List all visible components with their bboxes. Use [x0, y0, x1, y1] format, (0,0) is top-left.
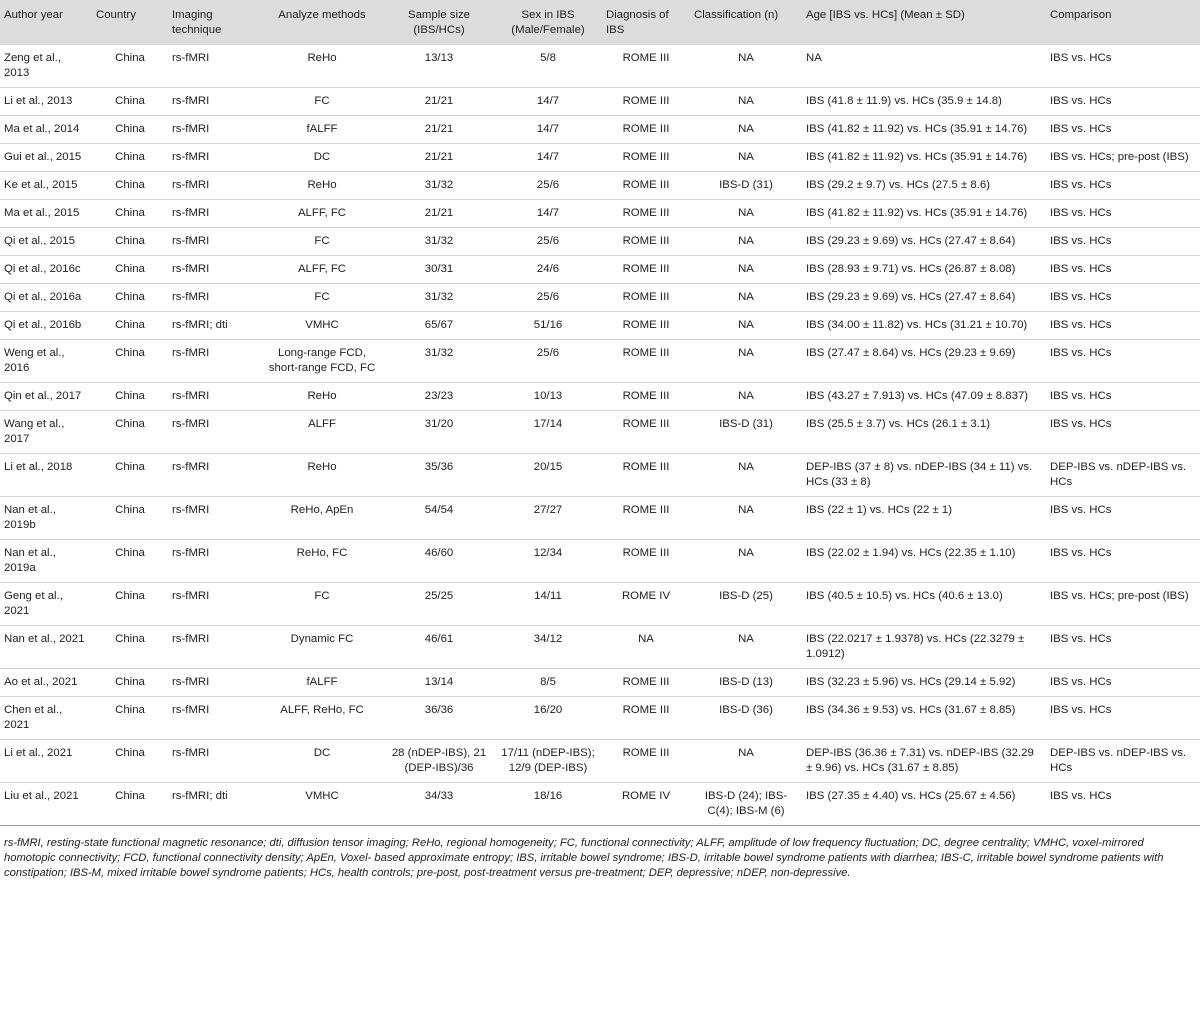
cell-author-year: Weng et al., 2016 [0, 340, 92, 383]
cell-diagnosis: ROME III [602, 697, 690, 740]
cell-imaging-technique: rs-fMRI [168, 256, 260, 284]
cell-classification: NA [690, 312, 802, 340]
cell-diagnosis: ROME III [602, 116, 690, 144]
cell-sample-size: 21/21 [384, 116, 494, 144]
cell-analyze-methods: fALFF [260, 669, 384, 697]
cell-classification: NA [690, 284, 802, 312]
cell-age: IBS (32.23 ± 5.96) vs. HCs (29.14 ± 5.92) [802, 669, 1046, 697]
cell-imaging-technique: rs-fMRI [168, 626, 260, 669]
cell-diagnosis: ROME III [602, 340, 690, 383]
cell-classification: IBS-D (36) [690, 697, 802, 740]
cell-sex: 10/13 [494, 383, 602, 411]
table-row [0, 228, 1200, 256]
table-row [0, 340, 1200, 383]
cell-classification: IBS-D (31) [690, 172, 802, 200]
cell-country: China [92, 256, 168, 284]
table-row [0, 411, 1200, 454]
cell-classification: NA [690, 540, 802, 583]
cell-comparison: IBS vs. HCs [1046, 340, 1200, 383]
cell-comparison: IBS vs. HCs [1046, 669, 1200, 697]
cell-sample-size: 65/67 [384, 312, 494, 340]
cell-sample-size: 21/21 [384, 144, 494, 172]
cell-sample-size: 13/14 [384, 669, 494, 697]
cell-comparison: IBS vs. HCs [1046, 312, 1200, 340]
cell-analyze-methods: FC [260, 228, 384, 256]
cell-sex: 14/11 [494, 583, 602, 626]
cell-age: IBS (41.82 ± 11.92) vs. HCs (35.91 ± 14.76) [802, 144, 1046, 172]
cell-imaging-technique: rs-fMRI [168, 383, 260, 411]
cell-analyze-methods: fALFF [260, 116, 384, 144]
cell-imaging-technique: rs-fMRI [168, 697, 260, 740]
cell-analyze-methods: ALFF, ReHo, FC [260, 697, 384, 740]
table-row [0, 783, 1200, 826]
cell-sex: 18/16 [494, 783, 602, 826]
cell-analyze-methods: FC [260, 88, 384, 116]
cell-age: IBS (43.27 ± 7.913) vs. HCs (47.09 ± 8.837) [802, 383, 1046, 411]
cell-analyze-methods: ReHo [260, 383, 384, 411]
cell-analyze-methods: ALFF, FC [260, 256, 384, 284]
cell-author-year: Zeng et al., 2013 [4, 52, 61, 79]
cell-sample-size: 25/25 [384, 583, 494, 626]
cell-author-year: Qin et al., 2017 [0, 383, 92, 411]
table-row [0, 45, 1200, 88]
table-header [0, 0, 1200, 45]
column-header-imaging-technique: Imaging technique [168, 0, 260, 45]
cell-diagnosis: ROME III [602, 454, 690, 497]
cell-sample-size: 46/60 [384, 540, 494, 583]
cell-sample-size: 46/61 [384, 626, 494, 669]
cell-country: China [92, 540, 168, 583]
cell-analyze-methods: VMHC [260, 312, 384, 340]
cell-comparison: IBS vs. HCs [1046, 228, 1200, 256]
cell-imaging-technique: rs-fMRI; dti [168, 783, 260, 826]
cell-author-year: Chen et al., 2021 [0, 697, 92, 740]
cell-country: China [92, 284, 168, 312]
cell-author-year: Gui et al., 2015 [0, 144, 92, 172]
cell-age: IBS (29.23 ± 9.69) vs. HCs (27.47 ± 8.64) [802, 228, 1046, 256]
cell-classification: IBS-D (25) [690, 583, 802, 626]
cell-country: China [92, 583, 168, 626]
cell-country: China [92, 200, 168, 228]
cell-analyze-methods: DC [260, 144, 384, 172]
cell-sex: 14/7 [494, 88, 602, 116]
table-row [0, 88, 1200, 116]
cell-analyze-methods: FC [260, 284, 384, 312]
cell-sex: 17/11 (nDEP-IBS); 12/9 (DEP-IBS) [494, 740, 602, 783]
cell-age: NA [806, 52, 822, 64]
cell-imaging-technique: rs-fMRI [168, 144, 260, 172]
cell-sample-size: 54/54 [384, 497, 494, 540]
cell-country: China [92, 697, 168, 740]
column-header-age: Age [IBS vs. HCs] (Mean ± SD) [802, 0, 1046, 45]
cell-comparison: IBS vs. HCs [1046, 540, 1200, 583]
cell-sex: 27/27 [494, 497, 602, 540]
cell-country: China [92, 411, 168, 454]
cell-comparison: IBS vs. HCs [1046, 88, 1200, 116]
cell-diagnosis: ROME III [602, 383, 690, 411]
cell-comparison: IBS vs. HCs [1046, 116, 1200, 144]
cell-country: China [92, 172, 168, 200]
cell-age: IBS (41.82 ± 11.92) vs. HCs (35.91 ± 14.76) [802, 116, 1046, 144]
cell-sample-size: 35/36 [384, 454, 494, 497]
cell-sample-size: 13/13 [424, 52, 454, 64]
cell-classification: NA [690, 200, 802, 228]
cell-author-year: Qi et al., 2016b [0, 312, 92, 340]
cell-country: China [92, 312, 168, 340]
table-row [0, 284, 1200, 312]
cell-analyze-methods: ReHo [307, 52, 337, 64]
cell-age: IBS (22 ± 1) vs. HCs (22 ± 1) [802, 497, 1046, 540]
cell-comparison: IBS vs. HCs [1046, 497, 1200, 540]
cell-comparison: IBS vs. HCs [1046, 256, 1200, 284]
table-row [0, 200, 1200, 228]
column-header-comparison: Comparison [1046, 0, 1200, 45]
cell-age: IBS (22.0217 ± 1.9378) vs. HCs (22.3279 ± 1.0912) [802, 626, 1046, 669]
cell-sex: 8/5 [494, 669, 602, 697]
cell-age: IBS (34.36 ± 9.53) vs. HCs (31.67 ± 8.85) [802, 697, 1046, 740]
cell-age: IBS (22.02 ± 1.94) vs. HCs (22.35 ± 1.10) [802, 540, 1046, 583]
cell-comparison: IBS vs. HCs [1046, 783, 1200, 826]
table-row [0, 454, 1200, 497]
column-header-classification: Classification (n) [690, 0, 802, 45]
cell-sex: 25/6 [494, 228, 602, 256]
column-header-author-year: Author year [0, 0, 92, 45]
cell-country: China [92, 497, 168, 540]
cell-sex: 17/14 [494, 411, 602, 454]
cell-diagnosis: ROME III [602, 172, 690, 200]
cell-country: China [92, 116, 168, 144]
cell-sample-size: 31/32 [384, 284, 494, 312]
cell-imaging-technique: rs-fMRI [168, 411, 260, 454]
cell-imaging-technique: rs-fMRI [168, 88, 260, 116]
cell-sample-size: 31/20 [384, 411, 494, 454]
cell-author-year: Wang et al., 2017 [0, 411, 92, 454]
cell-sample-size: 30/31 [384, 256, 494, 284]
cell-sex: 5/8 [540, 52, 556, 64]
cell-author-year: Li et al., 2018 [0, 454, 92, 497]
cell-classification: NA [690, 497, 802, 540]
cell-sex: 16/20 [494, 697, 602, 740]
table-row [0, 540, 1200, 583]
table-row [0, 697, 1200, 740]
cell-analyze-methods: ALFF [260, 411, 384, 454]
cell-classification: NA [690, 626, 802, 669]
cell-author-year: Li et al., 2013 [0, 88, 92, 116]
cell-country: China [92, 228, 168, 256]
cell-imaging-technique: rs-fMRI [168, 340, 260, 383]
cell-comparison: IBS vs. HCs [1046, 697, 1200, 740]
column-header-country: Country [92, 0, 168, 45]
cell-classification: NA [690, 383, 802, 411]
cell-author-year: Ke et al., 2015 [0, 172, 92, 200]
cell-comparison: IBS vs. HCs [1046, 284, 1200, 312]
cell-classification: NA [690, 740, 802, 783]
cell-country: China [92, 383, 168, 411]
cell-imaging-technique: rs-fMRI [168, 116, 260, 144]
cell-diagnosis: ROME III [602, 669, 690, 697]
cell-author-year: Ma et al., 2014 [0, 116, 92, 144]
cell-sex: 24/6 [494, 256, 602, 284]
cell-age: IBS (34.00 ± 11.82) vs. HCs (31.21 ± 10.70) [802, 312, 1046, 340]
cell-imaging-technique: rs-fMRI; dti [168, 312, 260, 340]
cell-author-year: Nan et al., 2019b [0, 497, 92, 540]
table-body [0, 45, 1200, 826]
table-row [0, 497, 1200, 540]
cell-diagnosis: ROME III [622, 52, 670, 64]
cell-imaging-technique: rs-fMRI [172, 52, 210, 64]
cell-author-year: Geng et al., 2021 [0, 583, 92, 626]
cell-sample-size: 28 (nDEP-IBS), 21 (DEP-IBS)/36 [384, 740, 494, 783]
cell-comparison: IBS vs. HCs; pre-post (IBS) [1046, 144, 1200, 172]
cell-diagnosis: ROME III [602, 497, 690, 540]
cell-age: IBS (29.23 ± 9.69) vs. HCs (27.47 ± 8.64) [802, 284, 1046, 312]
cell-sample-size: 31/32 [384, 340, 494, 383]
cell-analyze-methods: Long-range FCD, short-range FCD, FC [260, 340, 384, 383]
cell-comparison: IBS vs. HCs; pre-post (IBS) [1046, 583, 1200, 626]
cell-imaging-technique: rs-fMRI [168, 454, 260, 497]
cell-sex: 14/7 [494, 116, 602, 144]
cell-comparison: IBS vs. HCs [1046, 626, 1200, 669]
cell-sex: 25/6 [494, 340, 602, 383]
header-row [0, 0, 1200, 45]
cell-imaging-technique: rs-fMRI [168, 497, 260, 540]
cell-analyze-methods: ReHo [260, 172, 384, 200]
table-footnote: rs-fMRI, resting-state functional magnetic resonance; dti, diffusion tensor imaging; ReHo, regional homogeneity; FC, functional connectivity; ALFF, amplitude of low frequency fluctuation; DC, degree centrality; VMHC, voxel-mirrored homotopic connectivity; FCD, functional connectivity density; ApEn, Voxel- based approximate entropy; IBS, irritable bowel syndrome; IBS-D, irritable bowel syndrome patients with diarrhea; IBS-C, irritable bowel syndrome patients with constipation; IBS-M, mixed irritable bowel syndrome patients; HCs, health controls; pre-post, post-treatment versus pre-treatment; DEP, depressive; nDEP, non-depressive. [4, 837, 1164, 879]
cell-imaging-technique: rs-fMRI [168, 583, 260, 626]
table-row [0, 116, 1200, 144]
cell-age: IBS (25.5 ± 3.7) vs. HCs (26.1 ± 3.1) [802, 411, 1046, 454]
table-row [0, 583, 1200, 626]
cell-country: China [92, 88, 168, 116]
cell-comparison: IBS vs. HCs [1046, 200, 1200, 228]
cell-comparison: IBS vs. HCs [1050, 52, 1112, 64]
cell-author-year: Qi et al., 2016c [0, 256, 92, 284]
cell-analyze-methods: ReHo, ApEn [260, 497, 384, 540]
column-header-diagnosis: Diagnosis of IBS [602, 0, 690, 45]
cell-imaging-technique: rs-fMRI [168, 228, 260, 256]
table-row [0, 312, 1200, 340]
table-row [0, 383, 1200, 411]
cell-sex: 20/15 [494, 454, 602, 497]
cell-author-year: Ao et al., 2021 [0, 669, 92, 697]
table-row [0, 740, 1200, 783]
cell-classification: IBS-D (24); IBS-C(4); IBS-M (6) [690, 783, 802, 826]
cell-sample-size: 34/33 [384, 783, 494, 826]
cell-author-year: Liu et al., 2021 [0, 783, 92, 826]
table-row [0, 144, 1200, 172]
cell-age: DEP-IBS (37 ± 8) vs. nDEP-IBS (34 ± 11) vs. HCs (33 ± 8) [802, 454, 1046, 497]
cell-sex: 51/16 [494, 312, 602, 340]
cell-sample-size: 36/36 [384, 697, 494, 740]
cell-country: China [92, 669, 168, 697]
cell-diagnosis: ROME IV [602, 583, 690, 626]
cell-age: IBS (29.2 ± 9.7) vs. HCs (27.5 ± 8.6) [802, 172, 1046, 200]
cell-sample-size: 23/23 [384, 383, 494, 411]
table-row [0, 669, 1200, 697]
cell-country: China [92, 783, 168, 826]
cell-comparison: DEP-IBS vs. nDEP-IBS vs. HCs [1046, 454, 1200, 497]
cell-classification: NA [690, 116, 802, 144]
cell-author-year: Qi et al., 2016a [0, 284, 92, 312]
cell-country: China [115, 52, 145, 64]
cell-imaging-technique: rs-fMRI [168, 540, 260, 583]
cell-classification: NA [690, 228, 802, 256]
cell-author-year: Qi et al., 2015 [0, 228, 92, 256]
cell-author-year: Nan et al., 2021 [0, 626, 92, 669]
cell-classification: NA [690, 88, 802, 116]
cell-sample-size: 21/21 [384, 88, 494, 116]
cell-country: China [92, 454, 168, 497]
cell-sex: 12/34 [494, 540, 602, 583]
cell-age: IBS (41.82 ± 11.92) vs. HCs (35.91 ± 14.76) [802, 200, 1046, 228]
cell-sample-size: 31/32 [384, 228, 494, 256]
table-row [0, 626, 1200, 669]
table-row [0, 256, 1200, 284]
cell-classification: IBS-D (31) [690, 411, 802, 454]
cell-sex: 34/12 [494, 626, 602, 669]
cell-imaging-technique: rs-fMRI [168, 284, 260, 312]
cell-age: IBS (27.47 ± 8.64) vs. HCs (29.23 ± 9.69) [802, 340, 1046, 383]
cell-classification: NA [738, 52, 754, 64]
cell-diagnosis: ROME III [602, 411, 690, 454]
cell-classification: NA [690, 340, 802, 383]
cell-comparison: IBS vs. HCs [1046, 172, 1200, 200]
cell-country: China [92, 626, 168, 669]
cell-comparison: IBS vs. HCs [1046, 411, 1200, 454]
cell-analyze-methods: DC [260, 740, 384, 783]
cell-diagnosis: ROME III [602, 228, 690, 256]
cell-country: China [92, 740, 168, 783]
cell-diagnosis: ROME IV [602, 783, 690, 826]
cell-comparison: DEP-IBS vs. nDEP-IBS vs. HCs [1046, 740, 1200, 783]
cell-diagnosis: ROME III [602, 88, 690, 116]
cell-sex: 25/6 [494, 172, 602, 200]
cell-diagnosis: ROME III [602, 540, 690, 583]
cell-diagnosis: ROME III [602, 256, 690, 284]
cell-diagnosis: NA [602, 626, 690, 669]
cell-imaging-technique: rs-fMRI [168, 669, 260, 697]
column-header-analyze-methods: Analyze methods [260, 0, 384, 45]
cell-age: DEP-IBS (36.36 ± 7.31) vs. nDEP-IBS (32.29 ± 9.96) vs. HCs (31.67 ± 8.85) [802, 740, 1046, 783]
cell-imaging-technique: rs-fMRI [168, 740, 260, 783]
cell-classification: NA [690, 454, 802, 497]
cell-age: IBS (41.8 ± 11.9) vs. HCs (35.9 ± 14.8) [802, 88, 1046, 116]
cell-imaging-technique: rs-fMRI [168, 200, 260, 228]
cell-analyze-methods: ReHo, FC [260, 540, 384, 583]
cell-analyze-methods: Dynamic FC [260, 626, 384, 669]
cell-analyze-methods: FC [260, 583, 384, 626]
cell-imaging-technique: rs-fMRI [168, 172, 260, 200]
cell-sex: 14/7 [494, 200, 602, 228]
cell-sample-size: 21/21 [384, 200, 494, 228]
cell-author-year: Li et al., 2021 [0, 740, 92, 783]
cell-diagnosis: ROME III [602, 284, 690, 312]
cell-comparison: IBS vs. HCs [1046, 383, 1200, 411]
cell-age: IBS (40.5 ± 10.5) vs. HCs (40.6 ± 13.0) [802, 583, 1046, 626]
cell-classification: NA [690, 256, 802, 284]
cell-author-year: Ma et al., 2015 [0, 200, 92, 228]
cell-analyze-methods: ALFF, FC [260, 200, 384, 228]
cell-diagnosis: ROME III [602, 740, 690, 783]
cell-age: IBS (28.93 ± 9.71) vs. HCs (26.87 ± 8.08) [802, 256, 1046, 284]
cell-classification: NA [690, 144, 802, 172]
cell-sex: 25/6 [494, 284, 602, 312]
cell-age: IBS (27.35 ± 4.40) vs. HCs (25.67 ± 4.56) [802, 783, 1046, 826]
cell-diagnosis: ROME III [602, 312, 690, 340]
column-header-sex: Sex in IBS (Male/Female) [494, 0, 602, 45]
column-header-sample-size: Sample size (IBS/HCs) [384, 0, 494, 45]
cell-classification: IBS-D (13) [690, 669, 802, 697]
cell-diagnosis: ROME III [602, 200, 690, 228]
cell-sample-size: 31/32 [384, 172, 494, 200]
cell-analyze-methods: VMHC [260, 783, 384, 826]
cell-analyze-methods: ReHo [260, 454, 384, 497]
cell-diagnosis: ROME III [602, 144, 690, 172]
table-row [0, 172, 1200, 200]
cell-country: China [92, 340, 168, 383]
cell-sex: 14/7 [494, 144, 602, 172]
cell-author-year: Nan et al., 2019a [0, 540, 92, 583]
cell-country: China [92, 144, 168, 172]
